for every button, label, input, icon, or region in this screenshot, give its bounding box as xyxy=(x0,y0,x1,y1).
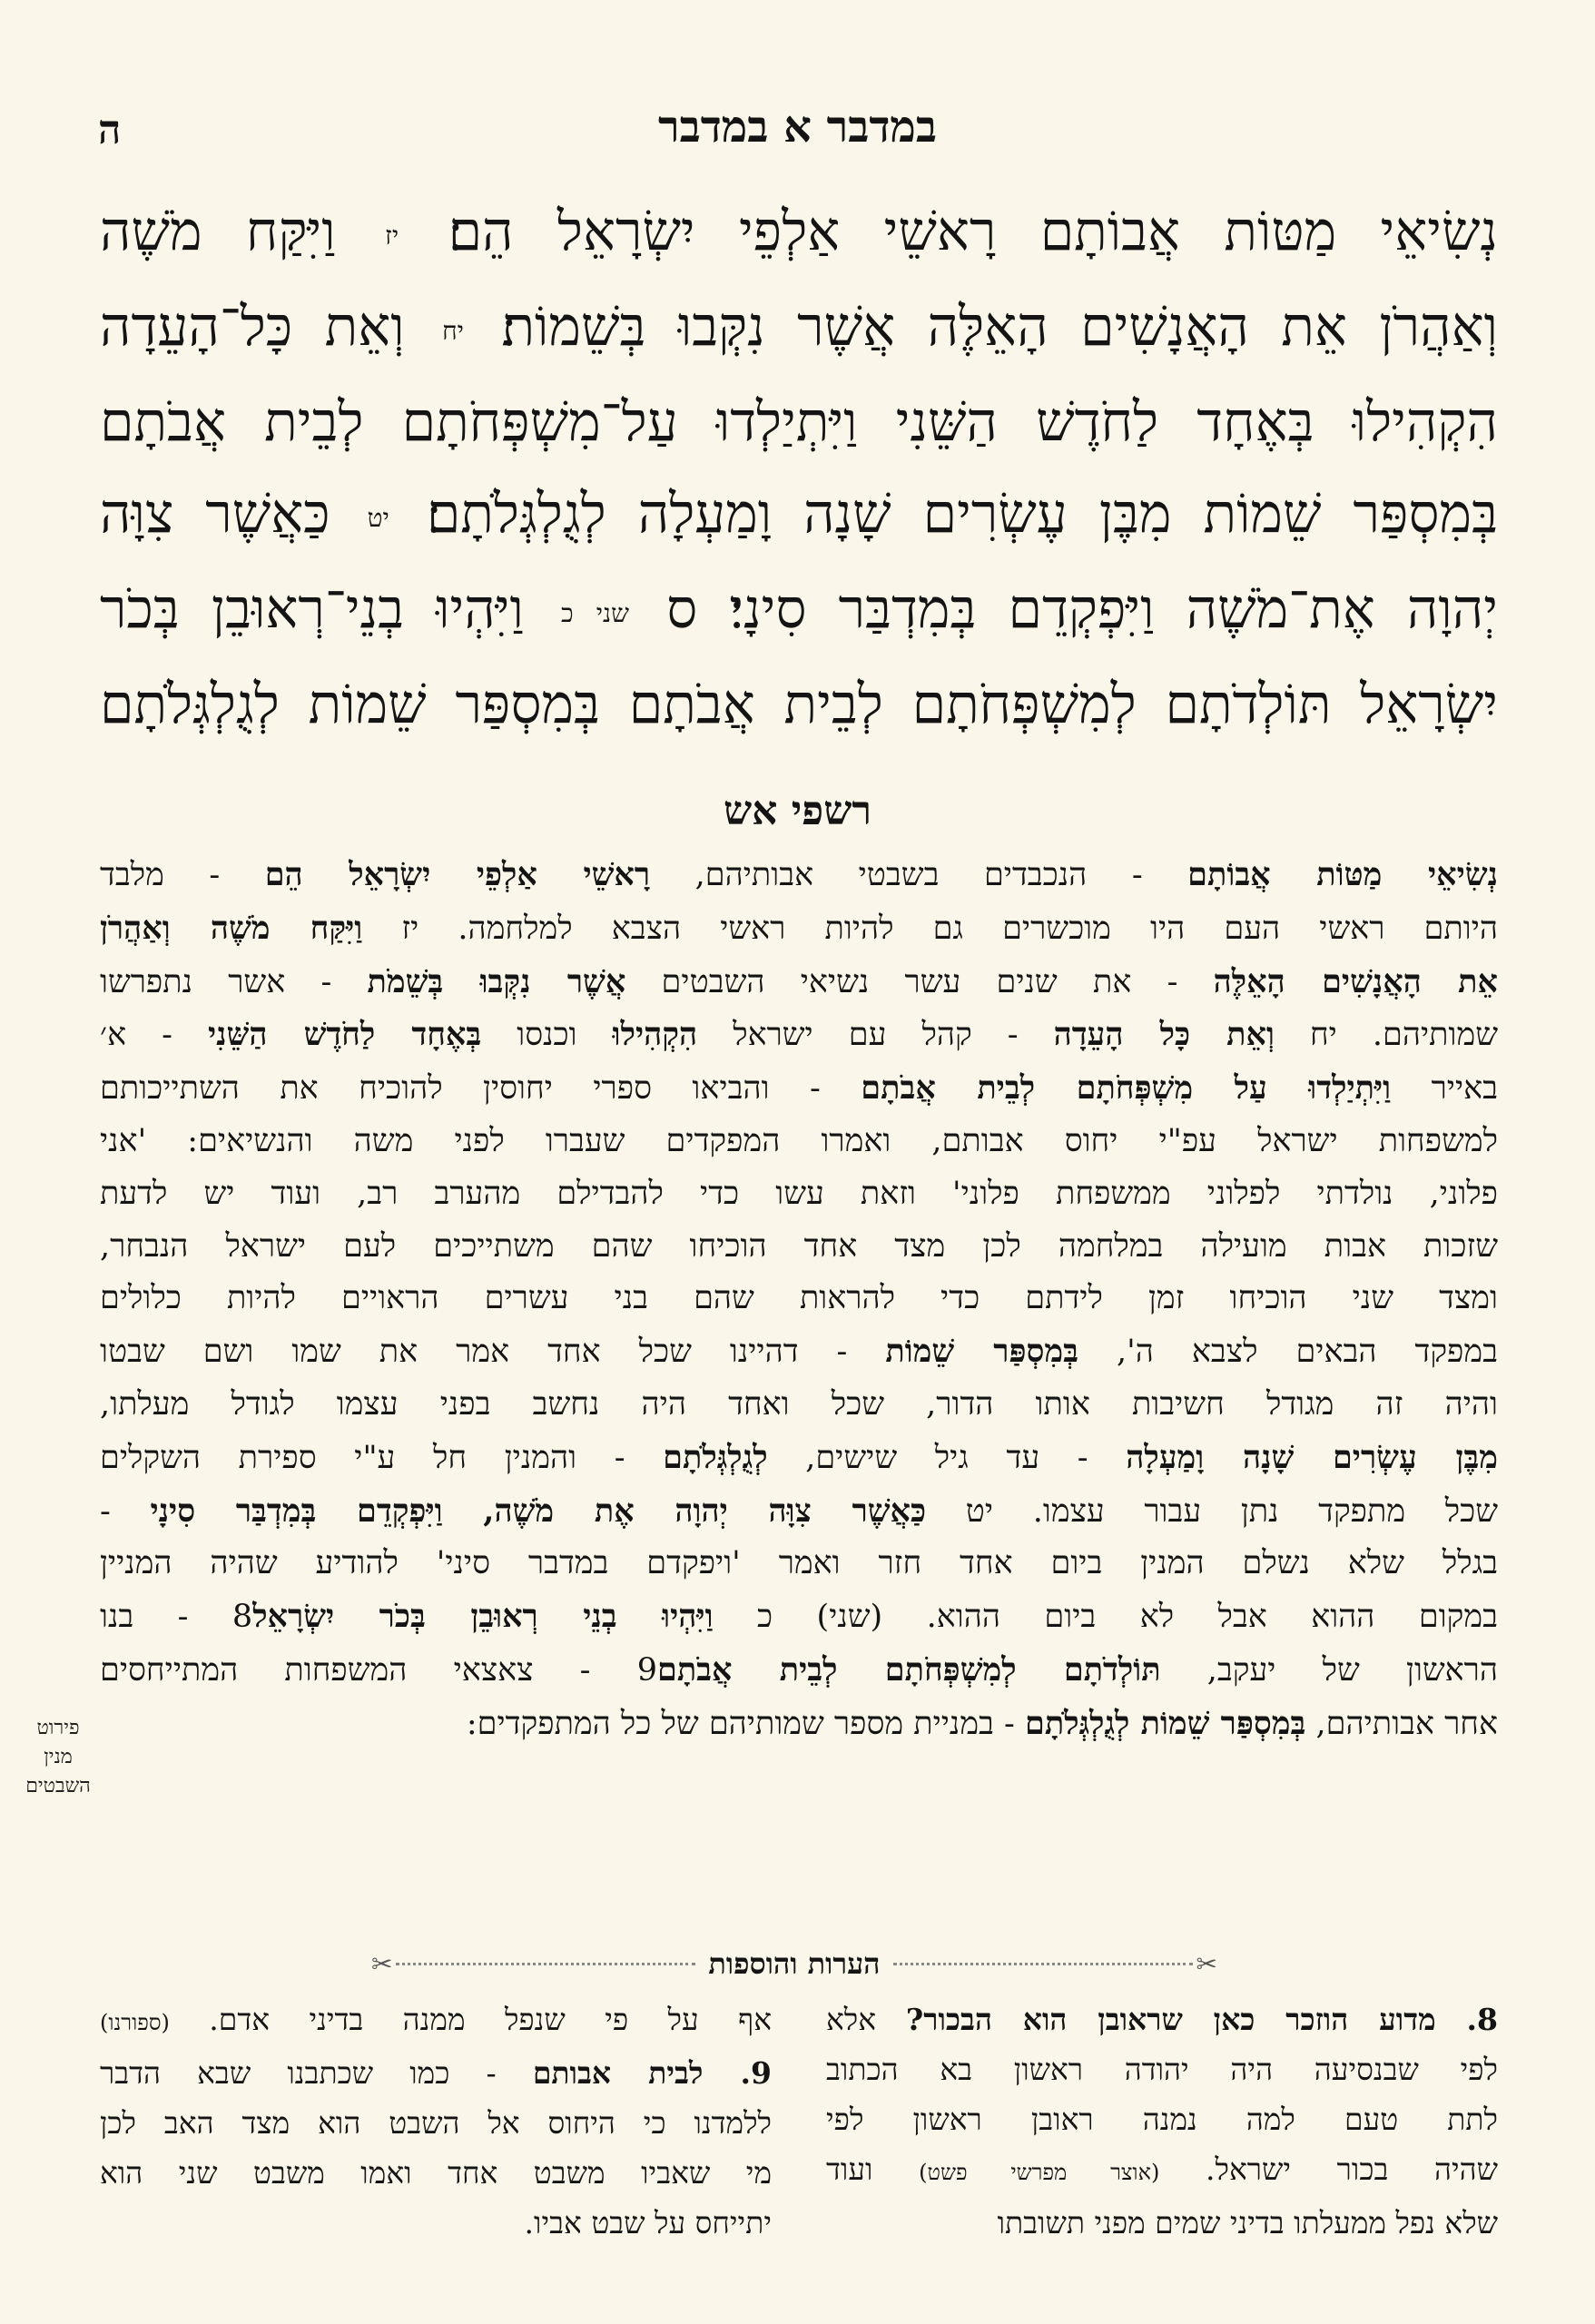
text-segment: 8 - בנו xyxy=(100,1599,253,1636)
margin-note-line: פירוט xyxy=(36,1717,80,1739)
lemma: 9. לבית אבותם xyxy=(532,2055,772,2091)
notes xyxy=(100,1994,1498,2267)
note-line xyxy=(100,2048,772,2098)
text-segment: אלא xyxy=(826,2002,906,2037)
lemma: בְּמִסְפַּר שֵׁמוֹת לְגֻלְגְּלֹתָם xyxy=(1025,1704,1306,1742)
commentary-line xyxy=(100,956,1498,1009)
text-segment: 9 - צאצאי המשפחות המתייחסים xyxy=(100,1651,657,1689)
margin-note xyxy=(18,1714,98,1801)
text-segment: - דהיינו שכל אחד אמר את שמו ושם שבטו xyxy=(100,1334,886,1371)
note-line xyxy=(826,2144,1498,2198)
note-line xyxy=(100,2098,772,2148)
text-segment: במקום ההוא אבל לא ביום ההוא. (שני) כ xyxy=(713,1599,1498,1636)
commentary-title: רשפי אש xyxy=(724,788,871,834)
verse-number: יח xyxy=(442,315,464,346)
text-segment: - אשר נתפרשו xyxy=(100,963,368,1000)
verse-text: וְאַהֲרֹן אֵת הָאֲנָשִׁים הָאֵלֶּה אֲשֶׁר נִקְּבוּ בְּשֵׁמוֹת׃ xyxy=(501,294,1498,359)
main-text-line xyxy=(100,468,1498,564)
margin-note-line: השבטים xyxy=(25,1775,91,1797)
lemma: 8. מדוע הוזכר כאן שראובן הוא הבכור? xyxy=(905,2002,1498,2037)
text-segment: לתת טעם למה נמנה ראובן ראשון לפי xyxy=(826,2102,1498,2137)
commentary-line xyxy=(100,1379,1498,1432)
main-text-line xyxy=(100,377,1498,468)
commentary-line xyxy=(100,1325,1498,1379)
verse-text: וַיִּקַּח מֹשֶׁה xyxy=(100,200,336,263)
commentary-line xyxy=(100,902,1498,956)
verse-number: יט xyxy=(367,502,389,533)
text-segment: הראשון של יעקב, xyxy=(1160,1651,1498,1689)
text-segment: - קהל עם ישראל xyxy=(697,1017,1054,1054)
text-segment: שמותיהם. יח xyxy=(1274,1017,1498,1054)
text-segment: - עד גיל שישים, xyxy=(767,1439,1127,1476)
text-segment: - את שנים עשר נשיאי השבטים xyxy=(625,963,1214,1000)
divider-rule xyxy=(893,1963,1193,1965)
commentary-line xyxy=(100,1009,1498,1062)
commentary-line xyxy=(100,1698,1498,1751)
lemma: אֵת הָאֲנָשִׁים הָאֵלֶּה xyxy=(1213,962,1498,1000)
main-text-line xyxy=(100,186,1498,281)
text-segment: ללמדנו כי היחוס אל השבט הוא מצד האב לכן xyxy=(100,2105,772,2141)
note-line xyxy=(100,1994,772,2048)
text-segment: ועוד xyxy=(826,2152,920,2187)
text-segment: ומצד שני הוכיחו זמן לידתם כדי להראות שהם בני עשרים הראויים להיות כלולים xyxy=(100,1280,1498,1317)
text-segment: - הנכבדים בשבטי אבותיהם, xyxy=(650,857,1188,893)
text-segment: - xyxy=(100,1492,151,1530)
text-segment: אחר אבותיהם, xyxy=(1305,1705,1498,1742)
text-segment: במפקד הבאים לצבא ה', xyxy=(1078,1334,1498,1371)
text-segment: שכל מתפקד נתן עבור עצמו. יט xyxy=(926,1492,1498,1530)
page-number: ה xyxy=(98,107,122,153)
note-line xyxy=(826,2198,1498,2248)
lemma: אֲשֶׁר נִקְּבוּ בְּשֵׁמֹת xyxy=(367,962,626,1000)
text-segment: לפי שבנסיעה היה יהודה ראשון בא הכתוב xyxy=(826,2052,1498,2087)
verse-text: וַיִּהְיוּ בְנֵי־רְאוּבֵן בְּכֹר xyxy=(100,576,524,641)
commentary-line xyxy=(100,1221,1498,1274)
source-citation: (ספורנו) xyxy=(100,2010,170,2035)
verse-number: יז xyxy=(385,220,399,251)
note-line xyxy=(826,2094,1498,2144)
text-segment: יתייחס על שבט אביו. xyxy=(524,2205,772,2240)
commentary-line xyxy=(100,1168,1498,1221)
margin-note-line: מנין xyxy=(44,1746,73,1768)
verse-number: שני כ xyxy=(561,597,629,628)
text-segment: - א׳ xyxy=(100,1017,208,1054)
lemma: הִקְהִילוּ xyxy=(612,1016,698,1054)
commentary-line xyxy=(100,1273,1498,1325)
lemma: וְאֵת כָּל הָעֵדָה xyxy=(1053,1016,1275,1054)
verse-text: כַּאֲשֶׁר צִוָּה xyxy=(100,481,330,546)
commentary xyxy=(100,849,1498,1751)
source-citation: (אוצר מפרשי פשט) xyxy=(919,2160,1160,2185)
lemma: וַיִּקַּח מֹשֶׁה וְאַהֲרֹן xyxy=(100,909,363,947)
text-segment: בגלל שלא נשלם המנין ביום אחד חזר ואמר 'ויפקדם במדבר סיני' להודיע שהיה המניין xyxy=(100,1545,1498,1582)
text-segment: - והביאו ספרי יחוסין להוכיח את השתייכותם xyxy=(100,1070,861,1108)
running-header: במדבר א במדבר xyxy=(657,102,937,153)
scissors-icon: ✂ xyxy=(1196,1948,1217,1979)
note-line xyxy=(826,1994,1498,2044)
verse-text: וְאֵת כָּל־הָעֵדָה xyxy=(100,294,405,359)
note-line xyxy=(100,2198,772,2248)
commentary-line xyxy=(100,1432,1498,1485)
lemma: תּוֹלְדֹתָם לְמִשְׁפְּחֹתָם לְבֵית אֲבֹתָם xyxy=(656,1650,1161,1689)
scissors-icon: ✂ xyxy=(370,1948,393,1979)
text-segment: היותם ראשי העם היו מוכשרים גם להיות ראשי הצבא למלחמה. יז xyxy=(362,910,1498,947)
note-line xyxy=(100,2148,772,2198)
text-segment: והיה זה מגודל חשיבות אותו הדור, שכל ואחד היה נחשב בפני עצמו לגודל מעלתו, xyxy=(100,1385,1498,1423)
main-text-line xyxy=(100,564,1498,659)
notes-left-column xyxy=(100,1994,772,2248)
text-segment: פלוני, נולדתי לפלוני ממשפחת פלוני' וזאת עשו כדי להבדילם מהערב רב, ועוד יש לדעת xyxy=(100,1175,1498,1212)
divider-rule xyxy=(396,1963,695,1965)
lemma: בְּמִסְפַּר שֵׁמוֹת xyxy=(885,1333,1079,1371)
commentary-line xyxy=(100,1590,1498,1644)
note-line xyxy=(826,2044,1498,2094)
verse-text: יִשְׂרָאֵל תּוֹלְדֹתָם לְמִשְׁפְּחֹתָם לְבֵית אֲבֹתָם בְּמִסְפַּר שֵׁמוֹת לְגֻלְגְּלֹתָם xyxy=(100,672,1498,736)
lemma: כַּאֲשֶׁר צִוָּה יְהוָה אֶת מֹשֶׁה, וַיִּפְקְדֵם בְּמִדְבַּר סִינָי xyxy=(150,1492,927,1530)
lemma: רָאשֵׁי אַלְפֵי יִשְׂרָאֵל הֵם xyxy=(264,856,651,893)
commentary-line xyxy=(100,849,1498,902)
commentary-line xyxy=(100,1062,1498,1116)
commentary-line xyxy=(100,1485,1498,1539)
main-text xyxy=(100,186,1498,751)
text-segment: למשפחות ישראל עפ"י יחוס אבותם, ואמרו המפקדים שעברו לפני משה והנשיאים: 'אני xyxy=(100,1122,1498,1159)
text-segment: - במניית מספר שמותיהם של כל המתפקדים: xyxy=(466,1705,1026,1742)
notes-divider xyxy=(368,1946,1221,1981)
verse-text: בְּמִסְפַּר שֵׁמוֹת מִבֶּן עֶשְׂרִים שָׁנָה וָמַעְלָה לְגֻלְגְּלֹתָם׃ xyxy=(426,481,1498,546)
notes-right-column xyxy=(826,1994,1498,2248)
main-text-line xyxy=(100,659,1498,751)
lemma: וַיִּהְיוּ בְנֵי רְאוּבֵן בְּכֹר יִשְׂרָאֵל xyxy=(252,1598,714,1636)
lemma: לְגֻלְגְּלֹתָם xyxy=(663,1438,768,1476)
text-segment: מי שאביו משבט אחד ואמו משבט שני הוא xyxy=(100,2155,772,2191)
text-segment: שלא נפל ממעלתו בדיני שמים מפני תשובתו xyxy=(997,2205,1498,2240)
lemma: בְּאֶחָד לַחֹדֶשׁ הַשֵּׁנִי xyxy=(208,1016,482,1054)
verse-text: הִקְהִילוּ בְּאֶחָד לַחֹדֶשׁ הַשֵּׁנִי וַיִּתְיַלְדוּ עַל־מִשְׁפְּחֹתָם לְבֵית אֲבֹתָם xyxy=(100,389,1498,454)
verse-text: יְהוָה אֶת־מֹשֶׁה וַיִּפְקְדֵם בְּמִדְבַּר סִינָי׃ ס xyxy=(666,576,1498,641)
text-segment: באייר xyxy=(1391,1070,1498,1108)
text-segment: שהיה בכור ישראל. xyxy=(1159,2152,1498,2187)
text-segment: - מלבד xyxy=(100,857,265,893)
verse-text: נְשִׂיאֵי מַטּוֹת אֲבוֹתָם רָאשֵׁי אַלְפֵי יִשְׂרָאֵל הֵם׃ xyxy=(448,200,1498,263)
text-segment: - והמנין חל ע"י ספירת השקלים xyxy=(100,1439,664,1476)
commentary-line xyxy=(100,1116,1498,1168)
text-segment: אף על פי שנפל ממנה בדיני אדם. xyxy=(169,2002,772,2037)
lemma: נְשִׂיאֵי מַטּוֹת אֲבוֹתָם xyxy=(1187,856,1498,893)
text-segment: וכנסו xyxy=(481,1017,613,1054)
lemma: מִבֶּן עֶשְׂרִים שָׁנָה וָמַעְלָה xyxy=(1126,1438,1498,1476)
text-segment: שזכות אבות מועילה במלחמה לכן מצד אחד הוכיחו שהם משתייכים לעם ישראל הנבחר, xyxy=(100,1227,1498,1265)
notes-title: הערות והוספות xyxy=(708,1946,881,1981)
commentary-line xyxy=(100,1644,1498,1698)
lemma: וַיִּתְיַלְדוּ עַל מִשְׁפְּחֹתָם לְבֵית אֲבֹתָם xyxy=(861,1069,1392,1108)
main-text-line xyxy=(100,281,1498,377)
commentary-line xyxy=(100,1538,1498,1590)
text-segment: - כמו שכתבנו שבא הדבר xyxy=(100,2055,533,2091)
